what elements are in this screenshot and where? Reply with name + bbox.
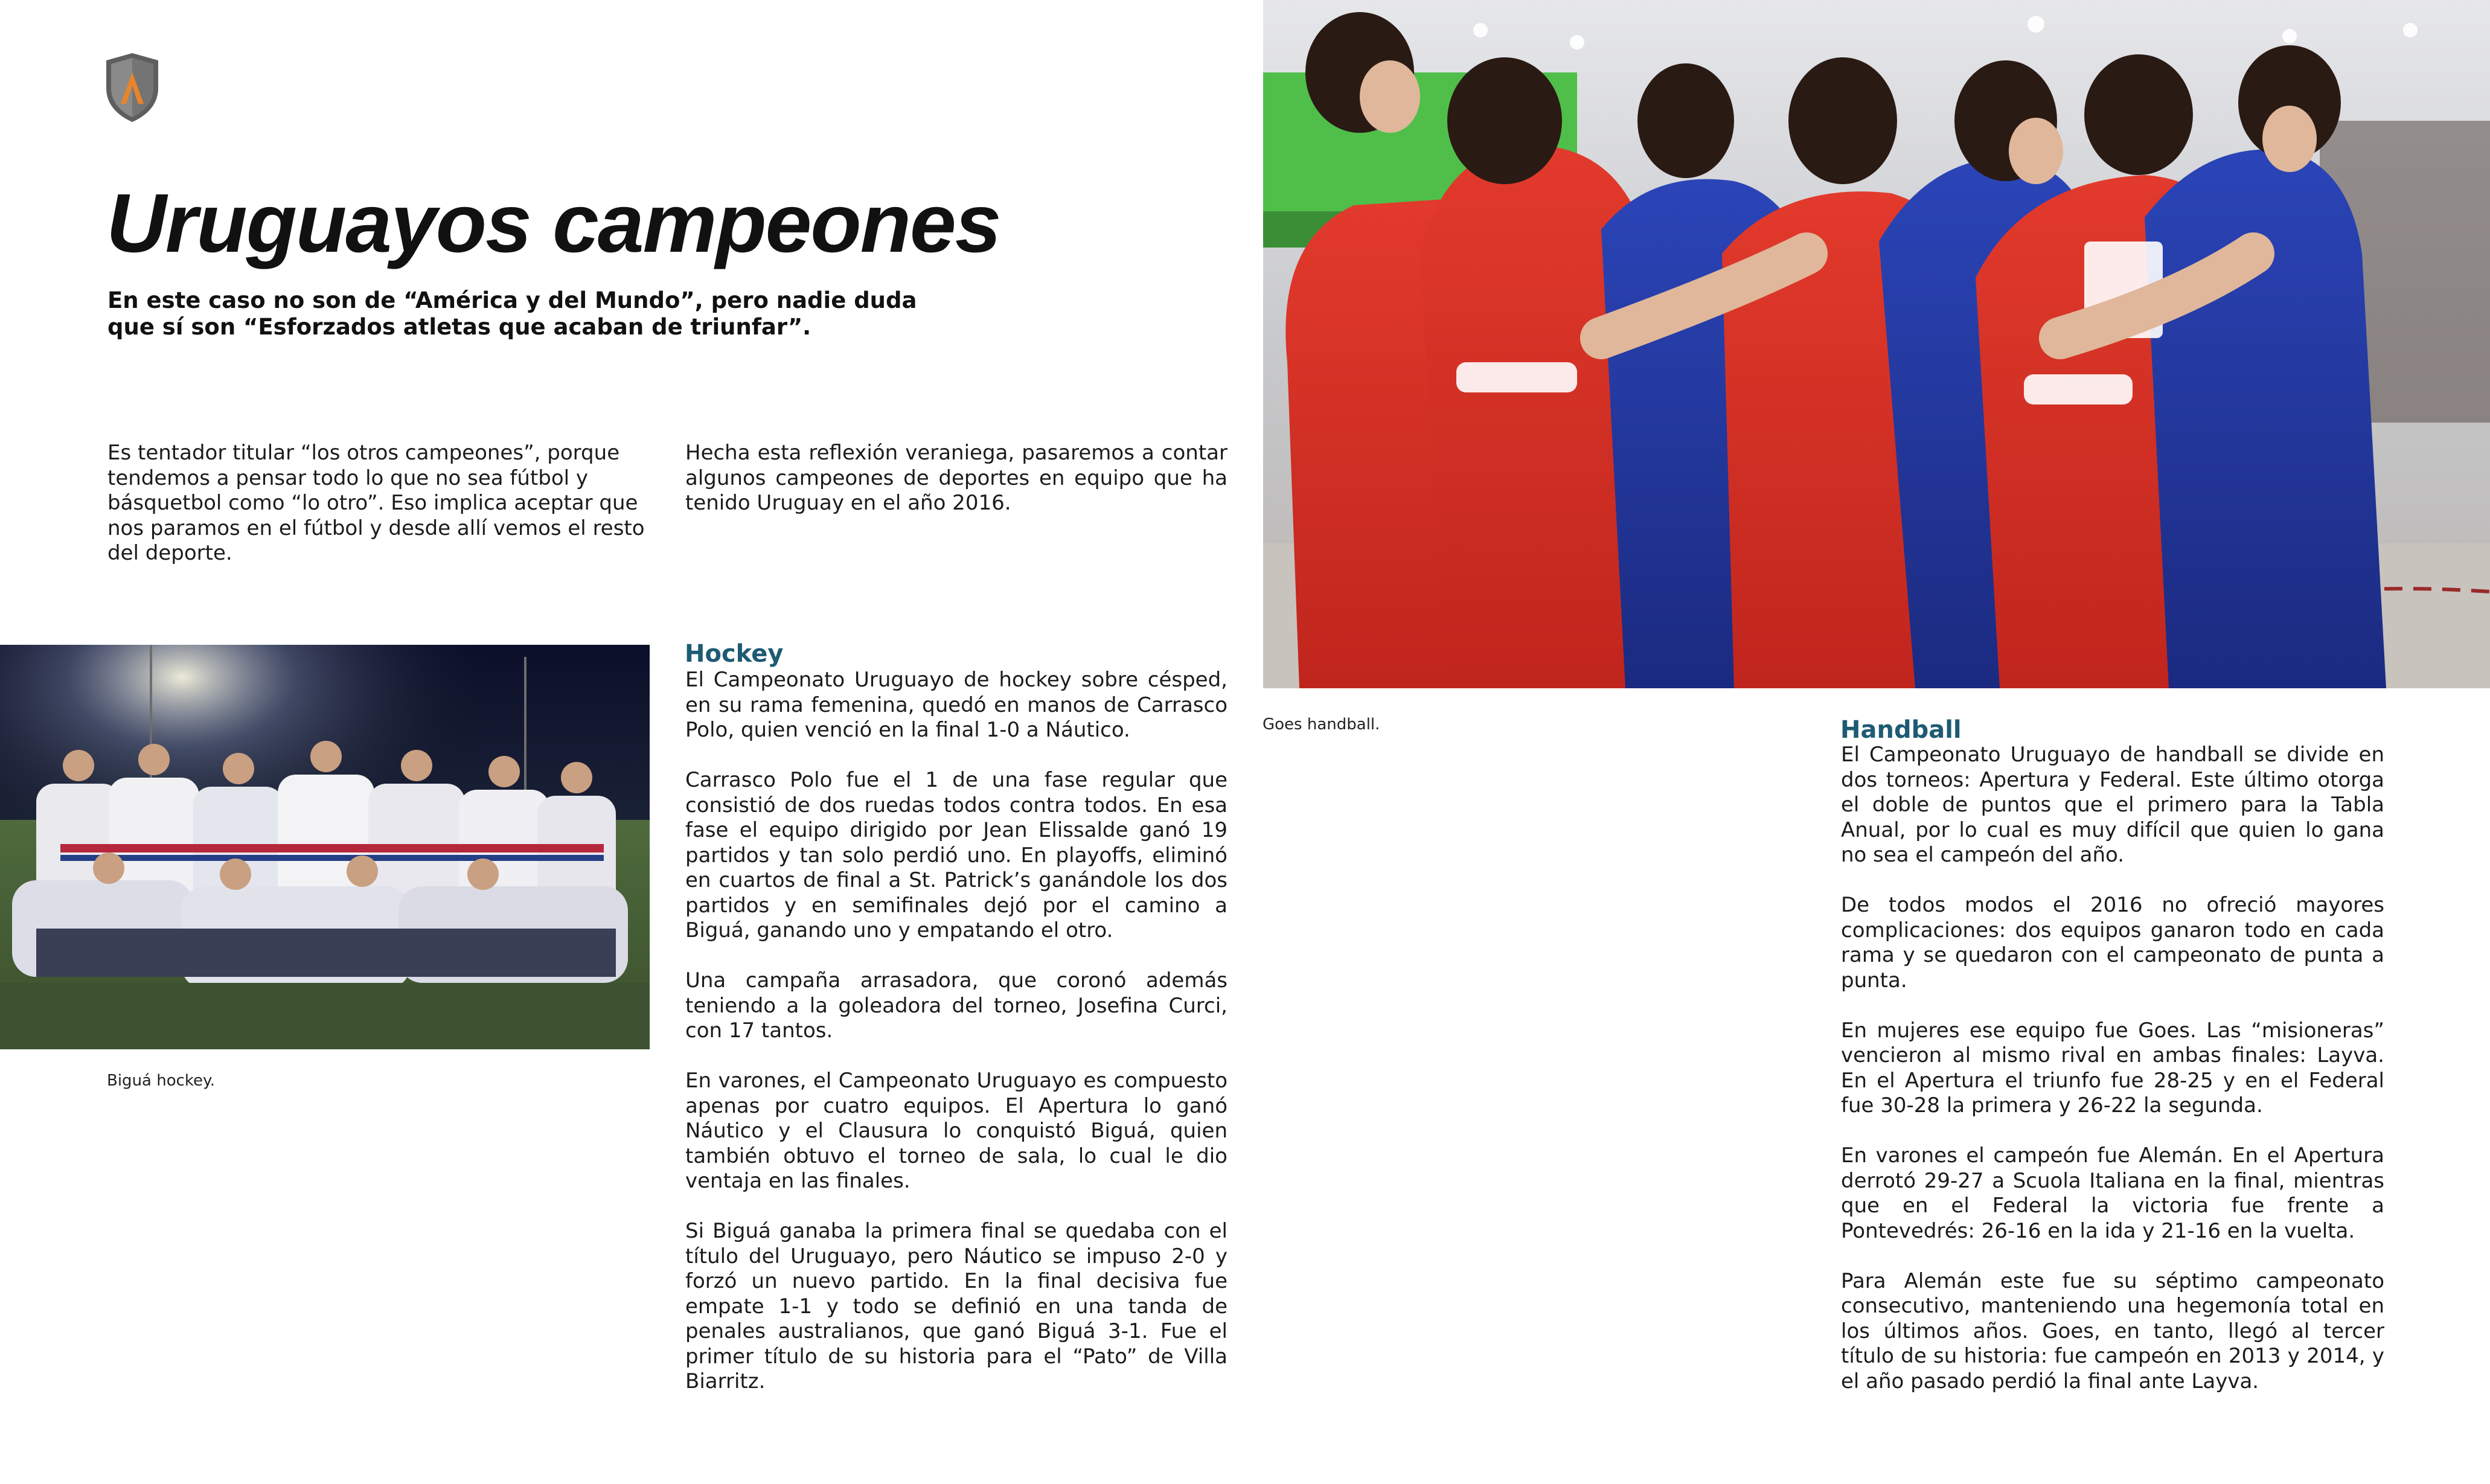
hockey-photo-caption: Biguá hockey. — [107, 1072, 215, 1090]
handball-paragraph: El Campeonato Uruguayo de handball se divide en dos torneos: Apertura y Federal. Este último otorga el doble de puntos que el primero para la Tabla Anual, por lo cual es muy difícil que quien lo gana no sea el campeón del año. — [1841, 743, 2384, 867]
hockey-paragraph: Una campaña arrasadora, que coronó además teniendo a la goleadora del torneo, Josefina Curci, con 17 tantos. — [685, 968, 1227, 1043]
hockey-article — [685, 668, 1227, 1395]
intro-left-column — [107, 441, 651, 566]
handball-paragraph: Para Alemán este fue su séptimo campeonato consecutivo, manteniendo una hegemonía total en los últimos años. Goes, en tanto, llegó al tercer título de su historia: fue campeón en 2013 y 2014, y el año pasado perdió la final ante Layva. — [1841, 1268, 2384, 1393]
hockey-paragraph: Si Biguá ganaba la primera final se quedaba con el título del Uruguayo, pero Náutico se impuso 2-0 y forzó un nuevo partido. En la final decisiva fue empate 1-1 y todo se definió en una tanda de penales australianos, que ganó Biguá 3-1. Fue el primer título de su historia para el “Pato” de Villa Biarritz. — [685, 1219, 1227, 1393]
hockey-paragraph: Carrasco Polo fue el 1 de una fase regular que consistió de dos ruedas todos contra todos. En esa fase el equipo dirigido por Jean Elissalde ganó 19 partidos y tan solo perdió uno. En playoffs, eliminó en cuartos de final a St. Patrick’s ganándole los dos partidos y en semifinales dejó por el camino a Biguá, ganando uno y empatando el otro. — [685, 768, 1227, 942]
hockey-paragraph: El Campeonato Uruguayo de hockey sobre césped, en su rama femenina, quedó en manos de Carrasco Polo, quien venció en la final 1-0 a Náutico. — [685, 668, 1227, 742]
handball-paragraph: En mujeres ese equipo fue Goes. Las “misioneras” vencieron al mismo rival en ambas finales: Layva. En el Apertura el triunfo fue 28-25 y en el Federal fue 30-28 la primera y 26-22 la segunda. — [1841, 1018, 2384, 1118]
hockey-paragraph: En varones, el Campeonato Uruguayo es compuesto apenas por cuatro equipos. El Apertura lo ganó Náutico y el Clausura lo conquistó Biguá, quien también obtuvo el torneo de sala, lo cual le dio ventaja en las finales. — [685, 1069, 1227, 1193]
handball-paragraph: En varones el campeón fue Alemán. En el Apertura derrotó 29-27 a Scuola Italiana en la final, mientras que en el Federal la victoria fue frente a Pontevedrés: 26-16 en la ida y 21-16 en la vuelta. — [1841, 1143, 2384, 1243]
handball-paragraph: De todos modos el 2016 no ofreció mayores complicaciones: dos equipos ganaron todo en cada rama y se quedaron con el campeonato de punta a punta. — [1841, 893, 2384, 993]
intro-left-paragraph: Es tentador titular “los otros campeones”, porque tendemos a pensar todo lo que no sea fútbol y básquetbol como “lo otro”. Eso implica aceptar que nos paramos en el fútbol y desde allí vemos el resto del deporte. — [107, 441, 645, 565]
handball-team-photo — [1263, 0, 2490, 688]
handball-photo-caption: Goes handball. — [1263, 715, 1380, 734]
handball-article — [1841, 743, 2384, 1394]
hockey-team-photo — [0, 645, 650, 1049]
shield-a-icon — [104, 52, 161, 123]
handball-heading: Handball — [1840, 716, 1962, 744]
intro-right-paragraph: Hecha esta reflexión veraniega, pasaremos a contar algunos campeones de deportes en equipo que ha tenido Uruguay en el año 2016. — [685, 441, 1227, 515]
page-subtitle: En este caso no son de “América y del Mundo”, pero nadie duda que sí son “Esforzados atletas que acaban de triunfar”. — [107, 287, 917, 340]
page-title: Uruguayos campeones — [106, 177, 1000, 270]
hockey-heading: Hockey — [685, 640, 784, 668]
intro-right-column — [685, 441, 1227, 516]
